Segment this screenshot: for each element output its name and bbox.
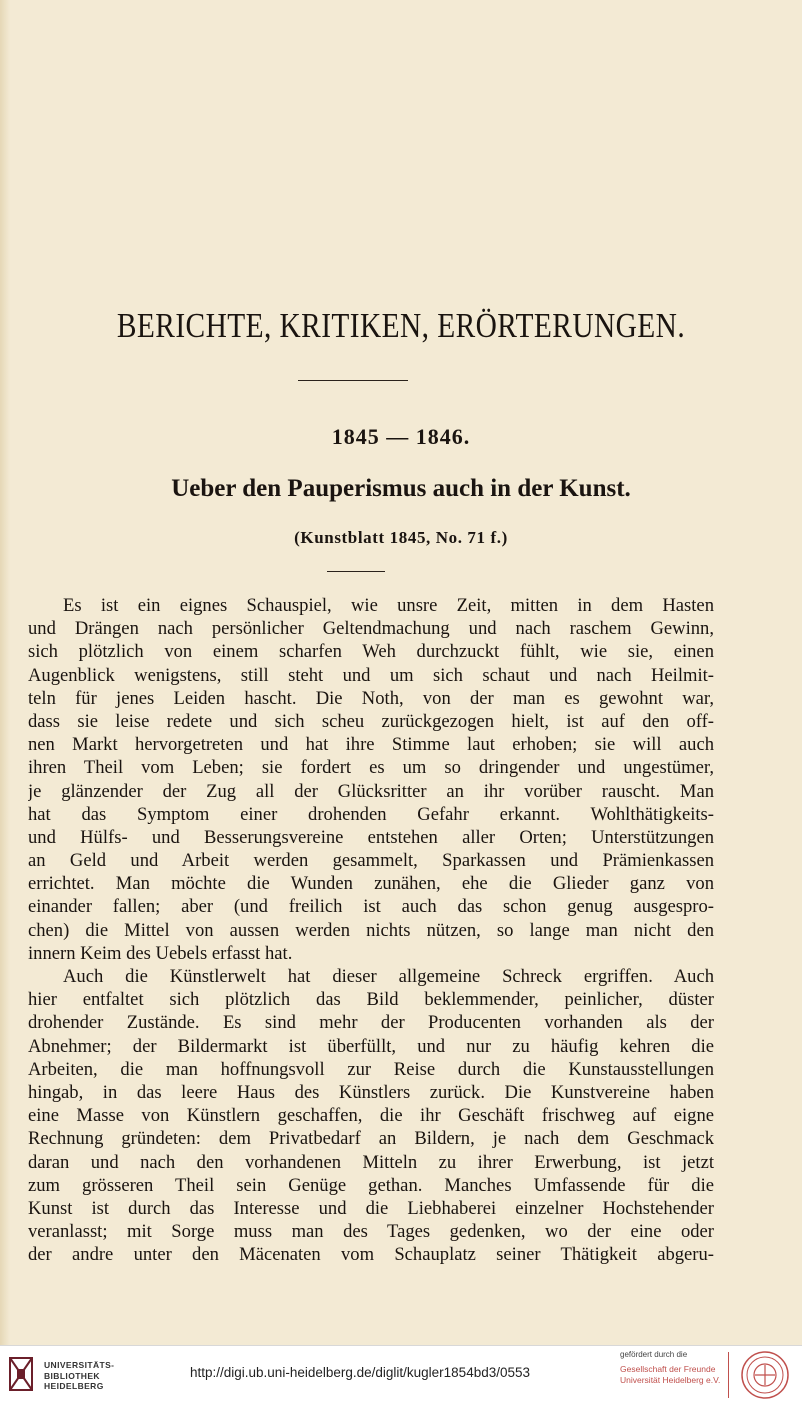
text-line: und Hülfs- und Besserungsvereine entstehen aller Orten; Unterstützungen xyxy=(28,826,714,848)
text-line: veranlasst; mit Sorge muss man des Tages gedenken, wo der eine oder xyxy=(28,1221,714,1243)
text-line: der andre unter den Mäcenaten vom Schauplatz seiner Thätigkeit abgeru- xyxy=(28,1244,714,1266)
text-line: an Geld und Arbeit werden gesammelt, Sparkassen und Prämienkassen xyxy=(28,850,714,872)
text-line: teln für jenes Leiden hascht. Die Noth, von der man es gewohnt war, xyxy=(28,687,714,709)
text-line: Es ist ein eignes Schauspiel, wie unsre Zeit, mitten in dem Hasten xyxy=(63,595,714,616)
article-body xyxy=(28,594,714,1266)
text-line: nen Markt hervorgetreten und hat ihre Stimme laut erhoben; sie will auch xyxy=(28,734,714,756)
article-source: (Kunstblatt 1845, No. 71 f.) xyxy=(294,528,508,547)
permalink-url[interactable]: http://digi.ub.uni-heidelberg.de/diglit/kugler1854bd3/0553 xyxy=(190,1365,531,1380)
text-line: zum grösseren Theil sein Genüge gethan. Manches Umfassende für die xyxy=(28,1174,714,1196)
text-line: hier entfaltet sich plötzlich das Bild beklemmender, peinlicher, düster xyxy=(28,989,714,1011)
library-name-line: BIBLIOTHEK xyxy=(44,1370,100,1381)
page-edge xyxy=(0,0,10,1345)
text-line: eine Masse von Künstlern geschaffen, die ihr Geschäft frischweg auf eigne xyxy=(28,1105,714,1127)
paragraph-1 xyxy=(28,594,714,965)
title-divider xyxy=(298,380,408,381)
source-divider xyxy=(327,571,385,572)
text-line: drohender Zustände. Es sind mehr der Producenten vorhanden als der xyxy=(28,1012,714,1034)
library-name xyxy=(44,1360,114,1392)
sponsor-name-line: Universität Heidelberg e.V. xyxy=(620,1375,721,1385)
text-line: hingab, in das leere Haus des Künstlers zurück. Die Kunstvereine haben xyxy=(28,1081,714,1103)
sponsor-name-line: Gesellschaft der Freunde xyxy=(620,1364,716,1374)
year-range: 1845 — 1846. xyxy=(331,424,471,449)
funded-by-label: gefördert durch die xyxy=(620,1350,688,1359)
text-line: Rechnung gründeten: dem Privatbedarf an Bildern, je nach dem Geschmack xyxy=(28,1128,714,1150)
library-name-line: HEIDELBERG xyxy=(44,1381,104,1391)
footer-divider xyxy=(728,1352,729,1398)
text-line: Abnehmer; der Bildermarkt ist überfüllt, und nur zu häufig kehren die xyxy=(28,1035,714,1057)
text-line: innern Keim des Uebels erfasst hat. xyxy=(28,942,293,964)
text-line: Auch die Künstlerwelt hat dieser allgemeine Schreck ergriffen. Auch xyxy=(63,966,714,987)
footer-bar xyxy=(0,1345,802,1405)
text-line: Augenblick wenigstens, still steht und um sich schaut und nach Heilmit- xyxy=(28,664,714,686)
library-logo-icon xyxy=(8,1354,36,1394)
text-line: chen) die Mittel von aussen werden nichts nützen, so lange man nicht den xyxy=(28,919,714,941)
text-line: einander fallen; aber (und freilich ist auch das schon genug ausgespro- xyxy=(28,896,714,918)
text-line: daran und nach den vorhandenen Mitteln zu ihrer Erwerbung, ist jetzt xyxy=(28,1151,714,1173)
paragraph-2 xyxy=(28,965,714,1266)
text-line: ihren Theil vom Leben; sie fordert es um so dringender und ungestümer, xyxy=(28,757,714,779)
university-seal-icon xyxy=(740,1350,790,1400)
section-title: BERICHTE, KRITIKEN, ERÖRTERUNGEN. xyxy=(116,306,686,345)
library-name-line: UNIVERSITÄTS- xyxy=(44,1360,115,1370)
article-title: Ueber den Pauperismus auch in der Kunst. xyxy=(171,475,631,502)
text-line: je glänzender der Zug all der Glücksritter an ihr vorüber rauscht. Man xyxy=(28,780,714,802)
text-line: dass sie leise redete und sich scheu zurückgezogen hielt, ist auf den off- xyxy=(28,710,714,732)
text-line: errichtet. Man möchte die Wunden zunähen, ehe die Glieder ganz von xyxy=(28,873,714,895)
sponsor-name xyxy=(620,1364,720,1386)
text-line: Kunst ist durch das Interesse und die Liebhaberei einzelner Hochstehender xyxy=(28,1197,714,1219)
text-line: hat das Symptom einer drohenden Gefahr erkannt. Wohlthätigkeits- xyxy=(28,803,714,825)
text-line: und Drängen nach persönlicher Geltendmachung und nach raschem Gewinn, xyxy=(28,618,714,640)
text-line: Arbeiten, die man hoffnungsvoll zur Reise durch die Kunstausstellungen xyxy=(28,1058,714,1080)
text-line: sich plötzlich von einem scharfen Weh durchzuckt fühlt, wie sie, einen xyxy=(28,641,714,663)
